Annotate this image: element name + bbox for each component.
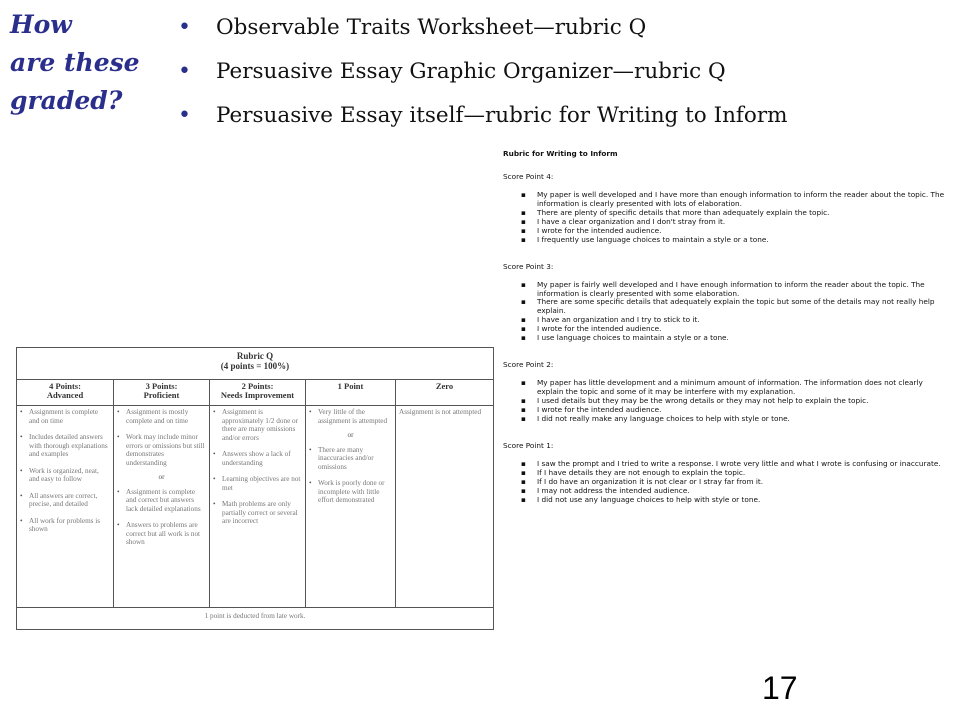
side-question-line: How — [10, 10, 72, 39]
score-point-title: Score Point 3: — [503, 261, 554, 271]
score-point-list — [503, 460, 953, 505]
rubric-q-header-row — [17, 380, 493, 406]
rubric-q-criterion: • Answers to problems are correct but all work is not shown — [117, 521, 206, 547]
rubric-q-title-line: Rubric Q — [236, 351, 274, 361]
writing-rubric-title: Rubric for Writing to Inform — [503, 149, 618, 158]
rubric-q-criterion: • All work for problems is shown — [20, 517, 110, 534]
score-point-item: ▪ I saw the prompt and I tried to write a response. I wrote very little and what I wrote is confusing or inaccurate. — [503, 460, 953, 469]
rubric-q-cell — [114, 406, 210, 607]
rubric-q-title — [17, 348, 493, 380]
score-point-item: ▪ If I have details they are not enough to explain the topic. — [503, 469, 953, 478]
score-point-item: ▪ If I do have an organization it is not clear or I stray far from it. — [503, 478, 953, 487]
rubric-q-criterion: • Math problems are only partially correct or several are incorrect — [213, 500, 302, 526]
rubric-q-criterion: • Work may include minor errors or omissions but still demonstrates understanding — [117, 433, 206, 467]
score-point-item: ▪ I wrote for the intended audience. — [503, 325, 953, 334]
header-line: Zero — [435, 381, 454, 391]
score-point-item: ▪ I wrote for the intended audience. — [503, 227, 953, 236]
rubric-q-cell — [306, 406, 396, 607]
page-number: 17 — [762, 670, 798, 706]
header-line: Needs Improvement — [220, 390, 295, 400]
rubric-q-body-row — [17, 406, 493, 608]
score-point-title: Score Point 2: — [503, 360, 554, 370]
rubric-q-header-cell — [210, 380, 306, 405]
score-point-list — [503, 281, 953, 344]
rubric-q-criterion: • Includes detailed answers with thorough explanations and examples — [20, 433, 110, 459]
side-question-line: graded? — [10, 86, 123, 115]
or-label: or — [158, 473, 165, 481]
rubric-q-criterion: • Assignment is complete and on time — [20, 408, 110, 425]
score-point-item: ▪ There are plenty of specific details that more than adequately explain the topic. — [503, 209, 953, 218]
rubric-q-header-cell — [114, 380, 210, 405]
score-point-item: ▪ I use language choices to maintain a style or a tone. — [503, 334, 953, 343]
rubric-q-criterion: • Assignment is approximately 1/2 done or there are many omissions and/or errors — [213, 408, 302, 442]
score-point-item: ▪ I may not address the intended audience. — [503, 487, 953, 496]
header-line: Advanced — [46, 390, 84, 400]
side-question-line: are these — [10, 48, 140, 77]
score-point-item: ▪ I frequently use language choices to maintain a style or a tone. — [503, 236, 953, 245]
rubric-q-header-cell — [396, 380, 493, 405]
bullet-list — [178, 6, 787, 138]
score-point-item: ▪ My paper is fairly well developed and I have enough information to inform the reader about the topic. The information is clearly presented with some elaboration. — [503, 281, 953, 299]
bullet-dot-icon: • — [178, 103, 191, 128]
bullet-dot-icon: • — [178, 15, 191, 40]
bullet-item — [178, 50, 787, 94]
rubric-q-criterion: • Very little of the assignment is attempted — [309, 408, 392, 425]
bullet-text: Persuasive Essay Graphic Organizer—rubric Q — [216, 59, 726, 84]
score-point-list — [503, 379, 953, 424]
rubric-q-header-cell — [306, 380, 396, 405]
score-point-item: ▪ I wrote for the intended audience. — [503, 406, 953, 415]
rubric-q-criterion: • Learning objectives are not met — [213, 475, 302, 492]
bullet-item — [178, 6, 787, 50]
header-line: Proficient — [143, 390, 180, 400]
rubric-q-cell — [17, 406, 114, 607]
rubric-q-criterion: • Work is poorly done or incomplete with little effort demonstrated — [309, 479, 392, 505]
rubric-q-cell — [396, 406, 493, 607]
score-point-item: ▪ I used details but they may be the wrong details or they may not help to explain the topic. — [503, 397, 953, 406]
rubric-q-cell — [210, 406, 306, 607]
score-point-title: Score Point 4: — [503, 171, 554, 181]
rubric-q-criterion: Assignment is not attempted — [399, 408, 482, 416]
score-point-item: ▪ There are some specific details that adequately explain the topic but some of the details may not really help explain. — [503, 298, 953, 316]
rubric-q-criterion: • Assignment is complete and correct but answers lack detailed explanations — [117, 488, 206, 514]
rubric-q-criterion: • Assignment is mostly complete and on time — [117, 408, 206, 425]
score-point-item: ▪ I did not really make any language choices to help with style or tone. — [503, 415, 953, 424]
or-label: or — [347, 431, 354, 439]
header-line: 2 Points: — [241, 381, 274, 391]
header-line: 4 Points: — [49, 381, 81, 391]
header-line: 1 Point — [337, 381, 364, 391]
rubric-q-criterion: • All answers are correct, precise, and detailed — [20, 492, 110, 509]
bullet-item — [178, 94, 787, 138]
score-point-item: ▪ I have an organization and I try to stick to it. — [503, 316, 953, 325]
score-point-list — [503, 191, 953, 245]
bullet-dot-icon: • — [178, 59, 191, 84]
bullet-text: Persuasive Essay itself—rubric for Writing to Inform — [216, 103, 788, 128]
rubric-q-criterion: • There are many inaccuracies and/or omissions — [309, 446, 392, 472]
rubric-q-subtitle-line: (4 points = 100%) — [220, 361, 290, 371]
rubric-q-criterion: • Work is organized, neat, and easy to follow — [20, 467, 110, 484]
score-point-item: ▪ My paper has little development and a minimum amount of information. The information does not clearly explain the topic and some of it may be interfere with my explanation. — [503, 379, 953, 397]
header-line: 3 Points: — [145, 381, 178, 391]
score-point-item: ▪ My paper is well developed and I have more than enough information to inform the reader about the topic. The information is clearly presented with lots of elaboration. — [503, 191, 953, 209]
side-question — [10, 6, 170, 120]
rubric-q-footer: 1 point is deducted from late work. — [204, 612, 306, 620]
rubric-q-table — [16, 347, 494, 630]
score-point-item: ▪ I have a clear organization and I don't stray from it. — [503, 218, 953, 227]
rubric-q-header-cell — [17, 380, 114, 405]
bullet-text: Observable Traits Worksheet—rubric Q — [216, 15, 647, 40]
rubric-q-criterion: • Answers show a lack of understanding — [213, 450, 302, 467]
writing-rubric — [503, 150, 953, 523]
score-point-item: ▪ I did not use any language choices to help with style or tone. — [503, 496, 953, 505]
score-point-title: Score Point 1: — [503, 440, 554, 450]
